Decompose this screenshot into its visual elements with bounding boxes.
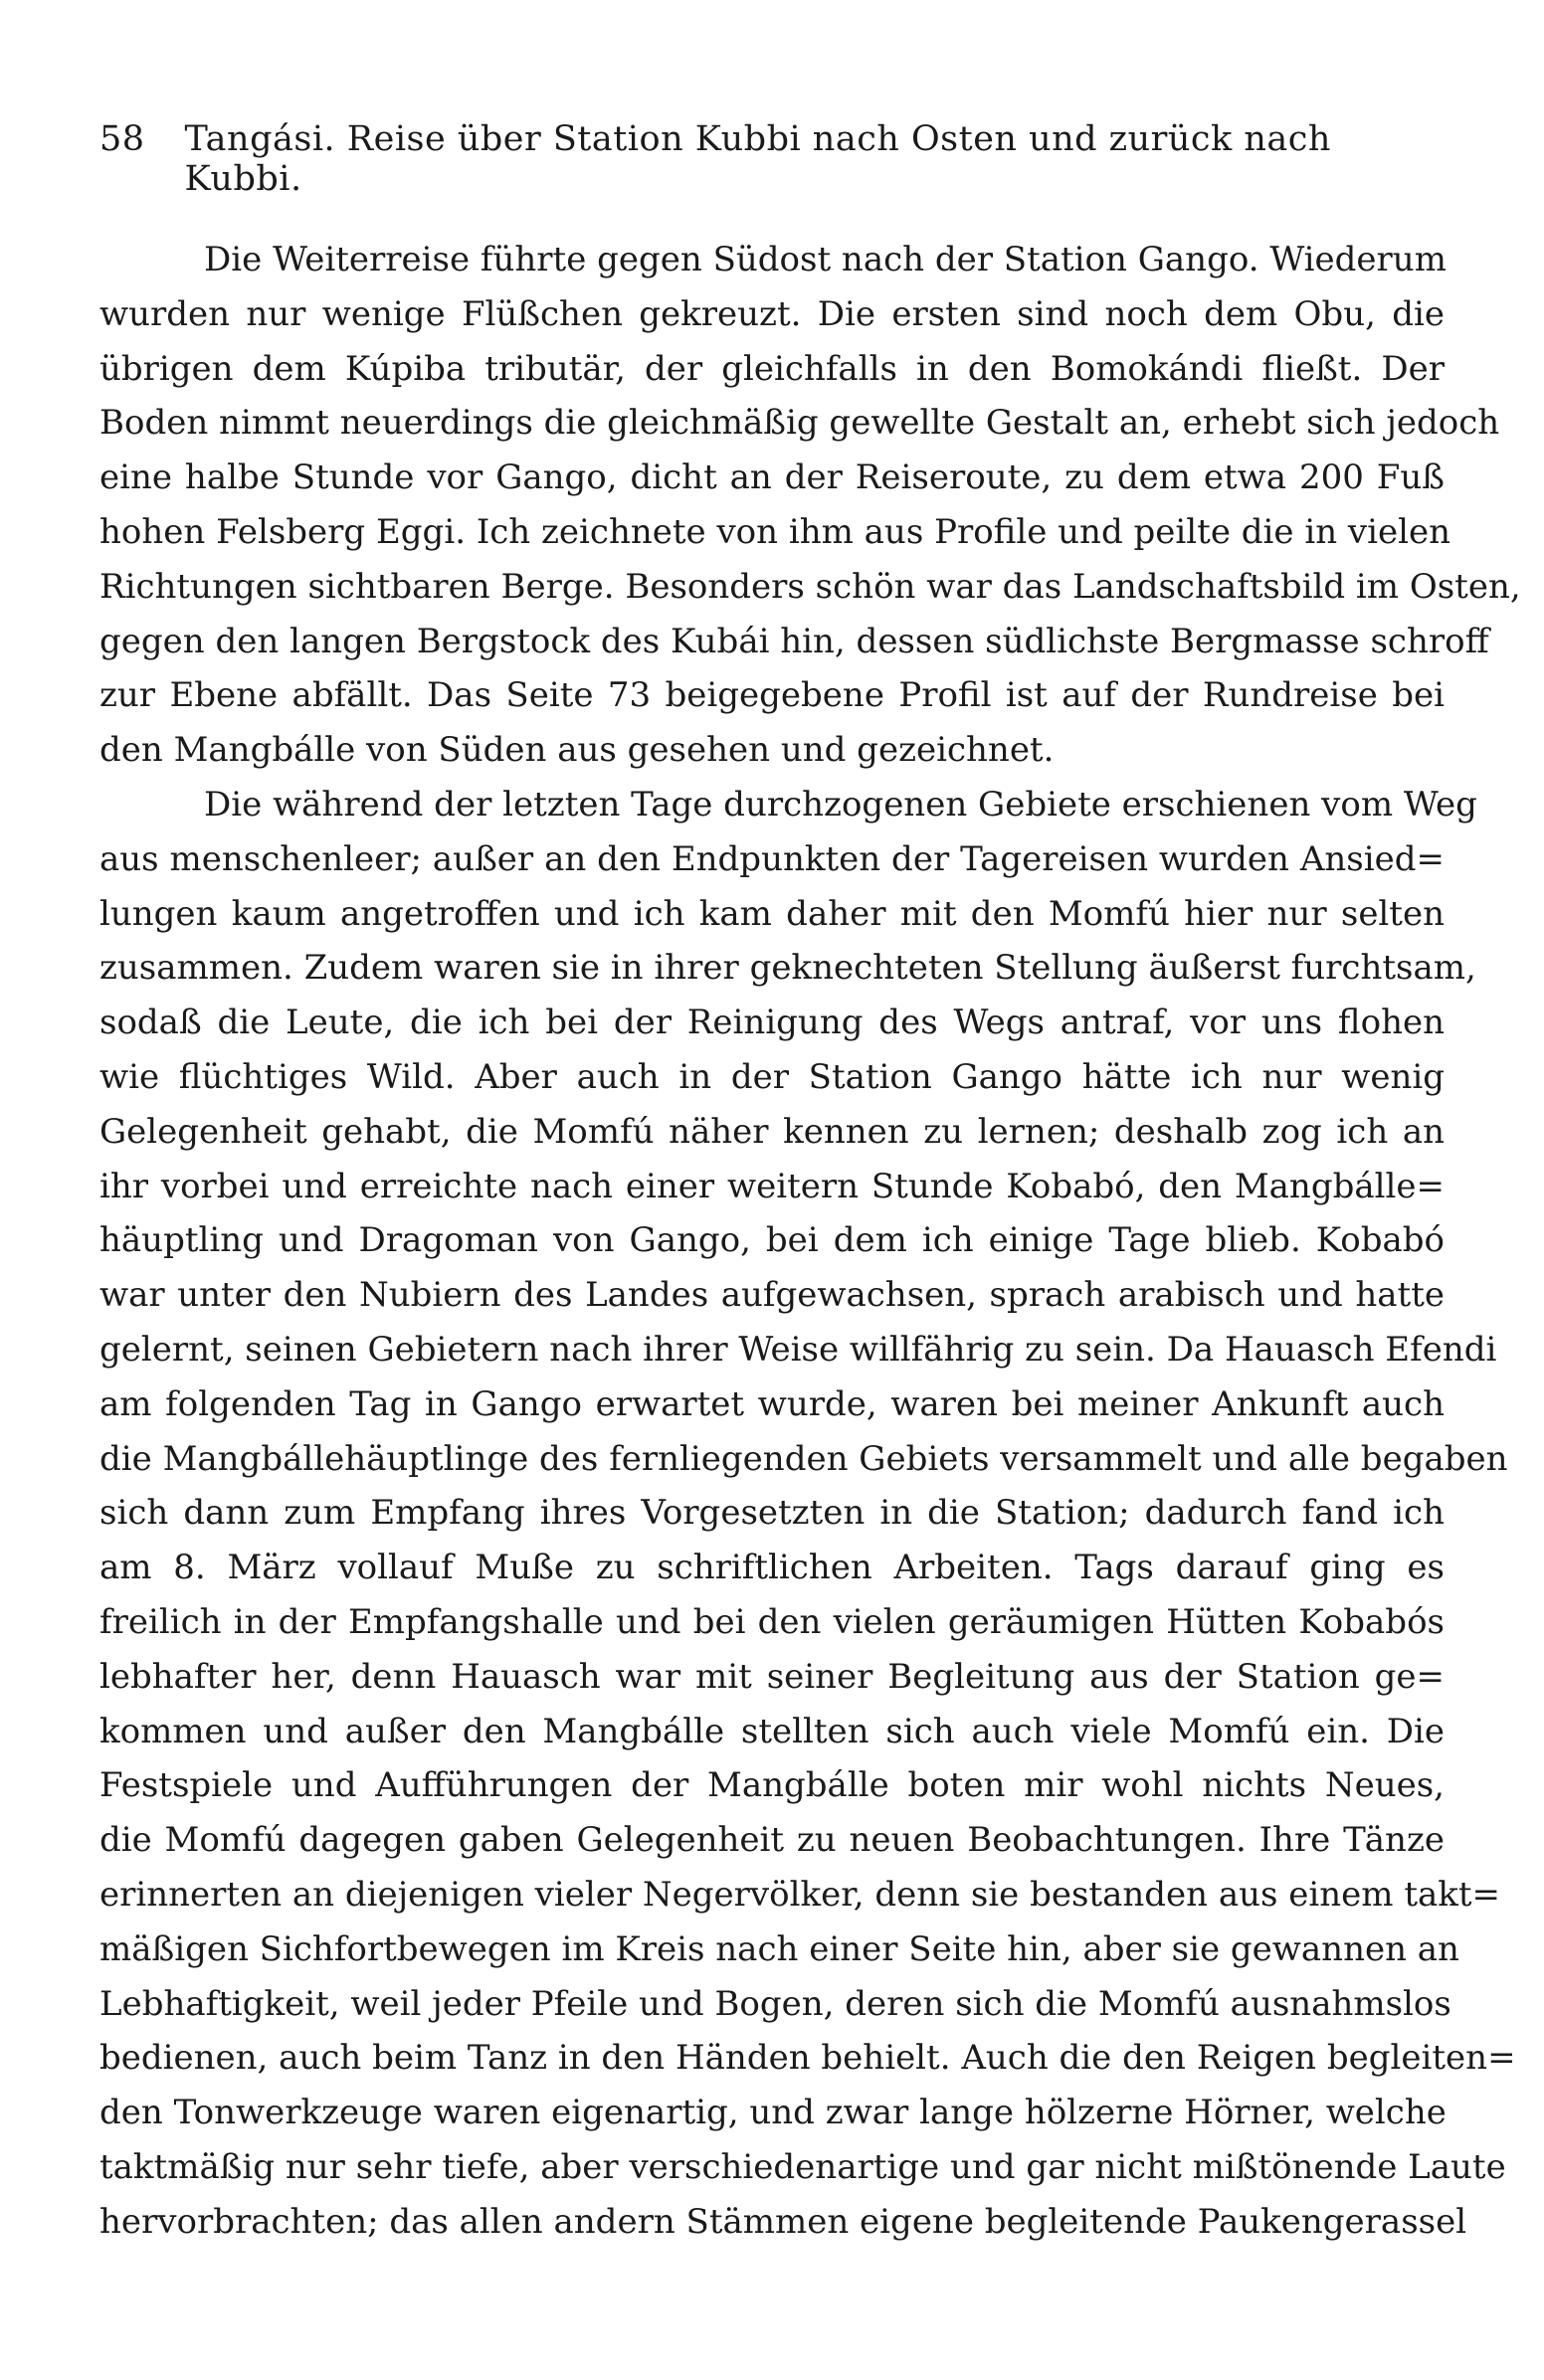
text-line: zusammen. Zudem waren sie in ihrer geknechteten Stellung äußerst furchtsam, [99,948,1476,989]
text-line: kommen und außer den Mangbálle stellten sich auch viele Momfú ein. Die [99,1711,1445,1751]
text-line: Die Weiterreise führte gegen Südost nach der Station Gango. Wiederum [204,240,1447,279]
text-line: den Mangbálle von Süden aus gesehen und gezeichnet. [99,730,1055,771]
text-line: Gelegenheit gehabt, die Momfú näher kennen zu lernen; deshalb zog ich an [99,1111,1445,1152]
paragraph-2 [99,778,1516,2250]
text-line: freilich in der Empfangshalle und bei den vielen geräumigen Hütten Kobabós [99,1601,1445,1642]
text-line: ihr vorbei und erreichte nach einer weitern Stunde Kobabó, den Mangbálle= [99,1166,1445,1206]
text-line: Boden nimmt neuerdings die gleichmäßig gewellte Gestalt an, erhebt sich jedoch [99,403,1500,444]
text-line: häuptling und Dragoman von Gango, bei dem ich einige Tage blieb. Kobabó [99,1220,1445,1261]
text-line: bedienen, auch beim Tanz in den Händen behielt. Auch die den Reigen begleiten= [99,2038,1516,2079]
text-line: eine halbe Stunde vor Gango, dicht an der Reiseroute, zu dem etwa 200 Fuß [99,458,1445,498]
text-line: lebhafter her, denn Hauasch war mit seiner Begleitung aus der Station ge= [99,1656,1445,1697]
text-line: mäßigen Sichfortbewegen im Kreis nach einer Seite hin, aber sie gewannen an [99,1928,1459,1969]
page-number: 58 [99,119,145,159]
paragraph-1 [99,233,1521,778]
text-line: sich dann zum Empfang ihres Vorgesetzten in die Station; dadurch fand ich [99,1493,1445,1534]
text-line: wurden nur wenige Flüßchen gekreuzt. Die ersten sind noch dem Obu, die [99,293,1445,334]
text-line: Lebhaftigkeit, weil jeder Pfeile und Bogen, deren sich die Momfú ausnahmslos [99,1983,1451,2024]
text-line: am folgenden Tag in Gango erwartet wurde, waren bei meiner Ankunft auch [99,1383,1445,1424]
text-line: die Momfú dagegen gaben Gelegenheit zu neuen Beobachtungen. Ihre Tänze [99,1820,1445,1861]
text-line: Festspiele und Aufführungen der Mangbálle boten mir wohl nichts Neues, [99,1765,1445,1806]
text-line: wie flüchtiges Wild. Aber auch in der Station Gango hätte ich nur wenig [99,1056,1445,1097]
text-line: den Tonwerkzeuge waren eigenartig, und zwar lange hölzerne Hörner, welche [99,2093,1447,2133]
book-page [99,119,1521,2249]
text-line: Die während der letzten Tage durchzogenen Gebiete erschienen vom Weg [204,784,1477,824]
text-line: gegen den langen Bergstock des Kubái hin, dessen südlichste Bergmasse schroff [99,621,1489,661]
text-line: war unter den Nubiern des Landes aufgewachsen, sprach arabisch und hatte [99,1275,1445,1316]
text-line: sodaß die Leute, die ich bei der Reinigung des Wegs antraf, vor uns flohen [99,1003,1445,1043]
text-line: hohen Felsberg Eggi. Ich zeichnete von ihm aus Profile und peilte die in vielen [99,511,1450,552]
text-line: zur Ebene abfällt. Das Seite 73 beigegebene Profil ist auf der Rundreise bei [99,675,1445,716]
running-header [99,119,1445,199]
text-line: taktmäßig nur sehr tiefe, aber verschiedenartige und gar nicht mißtönende Laute [99,2146,1506,2187]
text-line: hervorbrachten; das allen andern Stämmen eigene begleitende Paukengerassel [99,2201,1467,2242]
text-line: gelernt, seinen Gebietern nach ihrer Weise willfährig zu sein. Da Hauasch Efendi [99,1329,1497,1370]
text-line: die Mangbállehäuptlinge des fernliegenden Gebiets versammelt und alle begaben [99,1438,1508,1479]
text-line: aus menschenleer; außer an den Endpunkten der Tagereisen wurden Ansied= [99,838,1445,879]
text-line: am 8. März vollauf Muße zu schriftlichen Arbeiten. Tags darauf ging es [99,1548,1445,1588]
text-line: erinnerten an diejenigen vieler Negervölker, denn sie bestanden aus einem takt= [99,1874,1501,1915]
text-line: lungen kaum angetroffen und ich kam daher mit den Momfú hier nur selten [99,893,1445,934]
text-line: übrigen dem Kúpiba tributär, der gleichfalls in den Bomokándi fließt. Der [99,348,1445,389]
running-title: Tangási. Reise über Station Kubbi nach Osten und zurück nach Kubbi. [184,119,1331,199]
text-line: Richtungen sichtbaren Berge. Besonders schön war das Landschaftsbild im Osten, [99,566,1521,607]
